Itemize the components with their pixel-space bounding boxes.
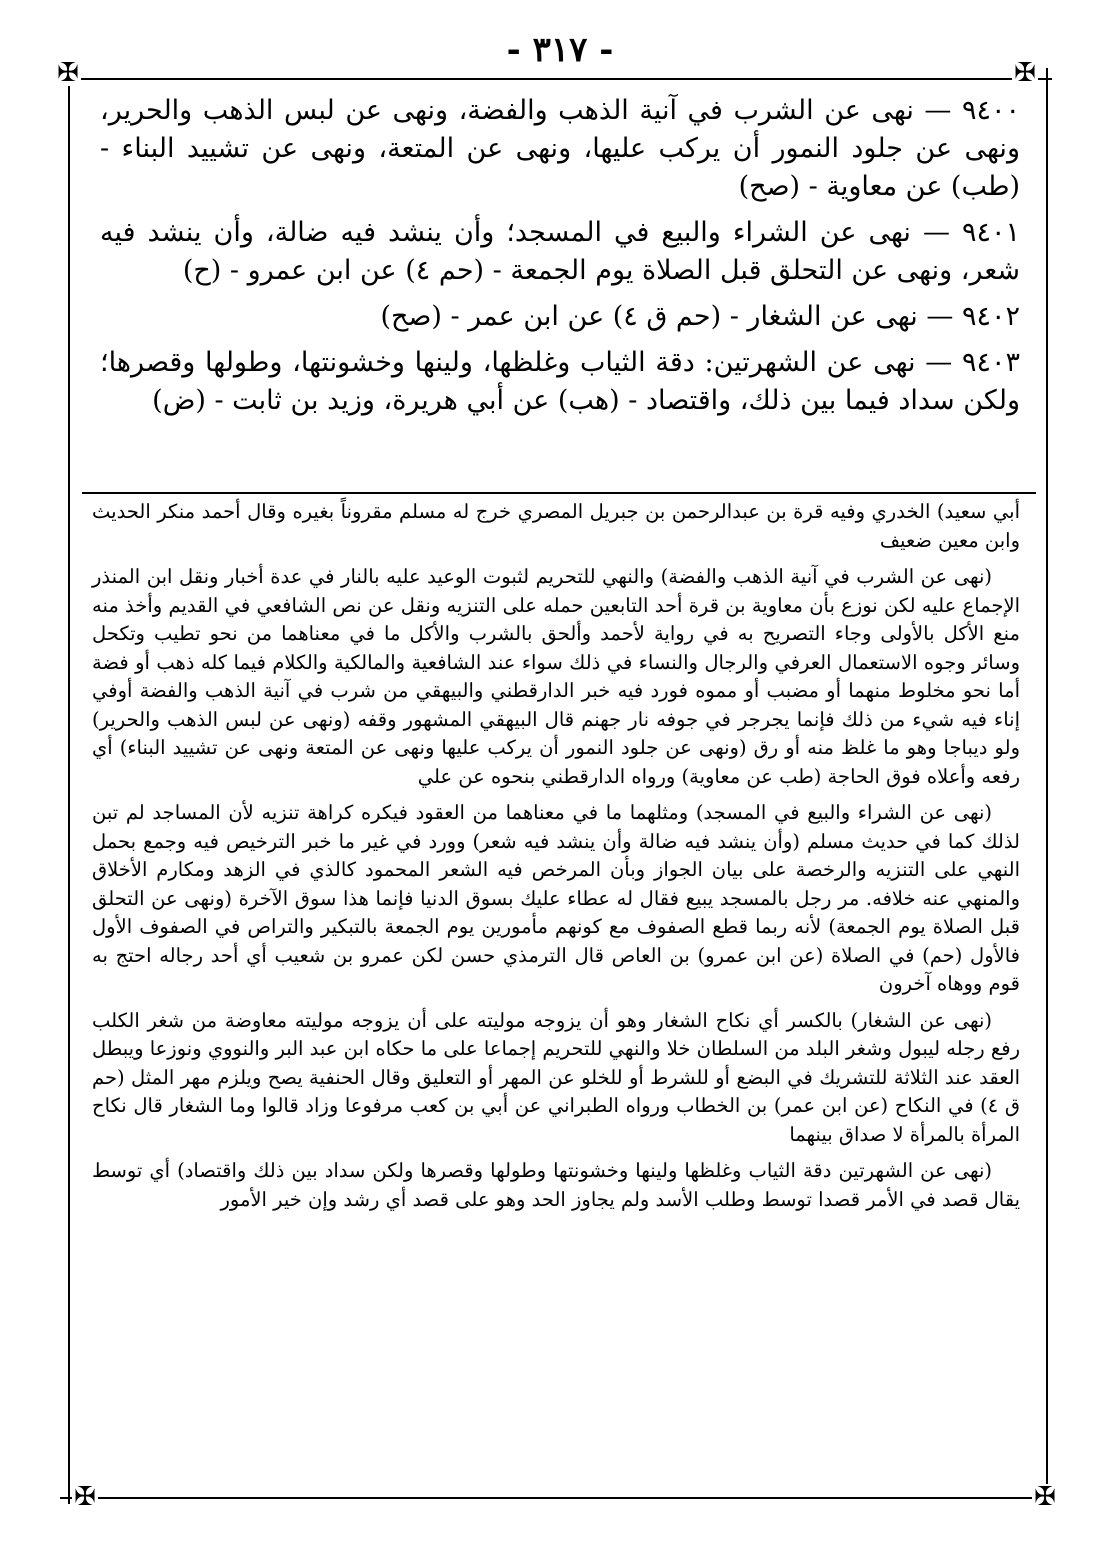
hadith-entry: ٩٤٠٣ — نهى عن الشهرتين: دقة الثياب وغلظها، ولينها وخشونتها، وطولها وقصرها؛ ولكن سداد فيما بين ذلك، واقتصاد - (هب) عن أبي هريرة، وزيد بن ثابت - (ض) <box>100 347 1020 416</box>
hadith-section <box>100 92 1020 428</box>
commentary-paragraph: (نهى عن الشرب في آنية الذهب والفضة) والنهي للتحريم لثبوت الوعيد عليه بالنار في عدة أخبار ونقل ابن المنذر الإجماع عليه لكن نوزع بأن معاوية بن قرة أحد التابعين حمله على التنزيه ونقل عن نص الشافعي في القديم وأخذ منه منع الأكل بالأولى وجاء التصريح به في رواية لأحمد وألحق بالشرب والأكل ما في معناهما من نحو تطيب وتكحل وسائر وجوه الاستعمال العرفي والرجال والنساء في ذلك سواء عند الشافعية والمالكية والكلام فيما كله ذهب أو فضة أما نحو مخلوط منهما أو مضبب أو مموه فورد فيه خبر الدارقطني والبيهقي من شرب في آنية الذهب والفضة أوفي إناء فيه شيء من ذلك فإنما يجرجر في جوفه نار جهنم قال البيهقي المشهور وقفه (ونهى عن لبس الذهب والحرير) ولو ديباجا وهو ما غلظ منه أو رق (ونهى عن جلود النمور أن يركب عليها ونهى عن المتعة ونهى عن تشييد البناء) أي رفعه وأعلاه فوق الحاجة (طب عن معاوية) ورواه الدارقطني بنحوه عن علي <box>92 565 1020 788</box>
corner-ornament-icon: ✠ <box>1032 1484 1058 1510</box>
corner-ornament-icon: ✠ <box>72 1484 98 1510</box>
commentary-paragraph: (نهى عن الشراء والبيع في المسجد) ومثلهما ما في معناهما من العقود فيكره كراهة تنزيه لأن المساجد لم تبن لذلك كما في حديث مسلم (وأن ينشد فيه ضالة وأن ينشد فيه شعر) وورد في غير ما خبر الترخيص فيه وجمع بحمل النهي على التنزيه والرخصة على بيان الجواز وبأن المرخص فيه الشعر المحمود كالذي في الزهد ومكارم الأخلاق والمنهي عنه خلافه. مر رجل بالمسجد يبيع فقال له عطاء عليك بسوق الدنيا فإنما هذا سوق الآخرة (ونهى عن التحلق قبل الصلاة يوم الجمعة) لأنه ربما قطع الصفوف مع كونهم مأمورين يوم الجمعة بالتبكير والتراص في الصفوف الأول فالأول (حم) في الصلاة (عن ابن عمرو) بن العاص قال الترمذي حسن لكن عمرو بن شعيب أي أحد رجاله احتج به قوم ووهاه آخرون <box>92 801 1020 995</box>
corner-ornament-icon: ✠ <box>55 60 81 86</box>
commentary-paragraph: أبي سعيد) الخدري وفيه قرة بن عبدالرحمن بن جبريل المصري خرج له مسلم مقروناً بغيره وقال أحمد منكر الحديث وابن معين ضعيف <box>92 500 1020 552</box>
frame-bottom-rule <box>60 1497 1052 1499</box>
hadith-entry: ٩٤٠٢ — نهى عن الشغار - (حم ق ٤) عن ابن عمر - (صح) <box>380 301 1020 332</box>
frame-top-rule <box>60 78 1052 80</box>
hadith-entry: ٩٤٠١ — نهى عن الشراء والبيع في المسجد؛ وأن ينشد فيه ضالة، وأن ينشد فيه شعر، ونهى عن التحلق قبل الصلاة يوم الجمعة - (حم ٤) عن ابن عمرو - (ح) <box>100 217 1020 286</box>
hadith-entry: ٩٤٠٠ — نهى عن الشرب في آنية الذهب والفضة، ونهى عن لبس الذهب والحرير، ونهى عن جلود النمور أن يركب عليها، ونهى عن المتعة، ونهى عن تشييد البناء - (طب) عن معاوية - (صح) <box>100 95 1020 202</box>
page-number: - ٣١٧ - <box>506 30 614 70</box>
section-divider <box>82 492 1036 494</box>
commentary-section <box>92 498 1020 1222</box>
corner-ornament-icon: ✠ <box>1012 60 1038 86</box>
commentary-paragraph: (نهى عن الشهرتين دقة الثياب وغلظها ولينها وخشونتها وطولها وقصرها ولكن سداد بين ذلك واقتصاد) أي توسط يقال قصد في الأمر قصدا توسط وطلب الأسد ولم يجاوز الحد وهو على قصد أي رشد وإن خير الأمور <box>92 1159 1020 1211</box>
commentary-paragraph: (نهى عن الشغار) بالكسر أي نكاح الشغار وهو أن يزوجه موليته على أن يزوجه موليته معاوضة من شغر الكلب رفع رجله ليبول وشغر البلد من السلطان خلا والنهي للتحريم إجماعا على ما حكاه ابن عبد البر والنووي ونوزعا ويبطل العقد عند الثلاثة للتشريك في البضع أو للشرط أو للخلو عن المهر أو التعليق وقال الحنفية يصح ويلزم مهر المثل (حم ق ٤) في النكاح (عن ابن عمر) بن الخطاب ورواه الطبراني عن أبي بن كعب مرفوعا وزاد قالوا وما الشغار قال نكاح المرأة بالمرأة لا صداق بينهما <box>92 1008 1021 1146</box>
